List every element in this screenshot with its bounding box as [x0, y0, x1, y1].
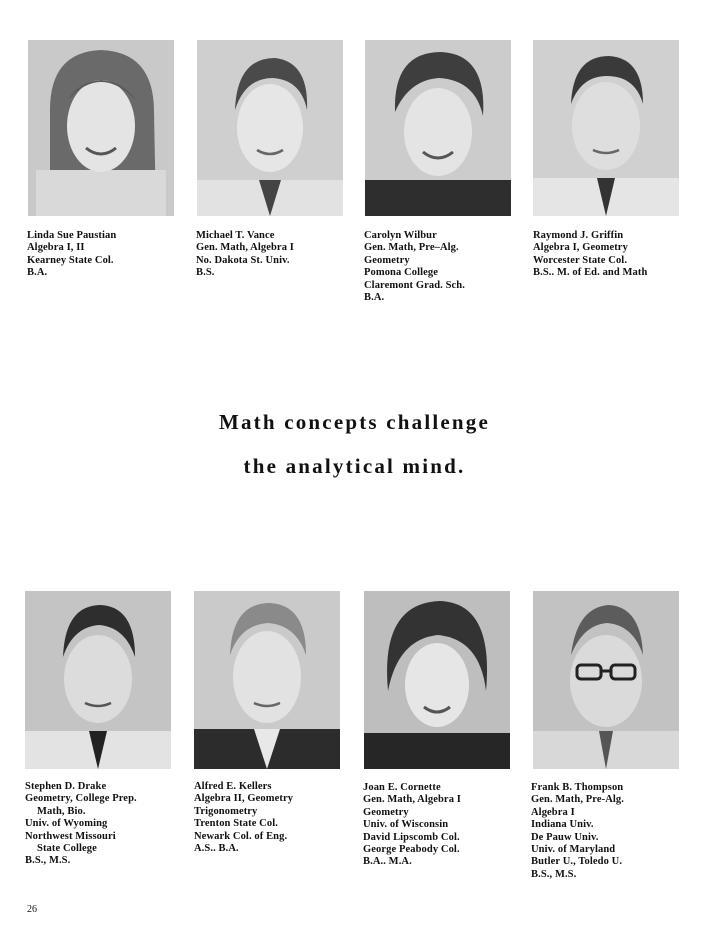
- teacher-school: Trenton State Col.: [194, 818, 278, 830]
- teacher-caption-cornette: [363, 782, 523, 869]
- teacher-school: State College: [37, 843, 97, 855]
- teacher-caption-paustian: [27, 230, 187, 280]
- teacher-school: Butler U., Toledo U.: [531, 856, 623, 868]
- teacher-name: Joan E. Cornette: [363, 782, 441, 793]
- teacher-degree: B.A.: [364, 292, 385, 304]
- portrait-photo-thompson: [533, 591, 679, 769]
- teacher-subjects: Algebra I, II: [27, 242, 85, 254]
- teacher-school: Northwest Missouri: [25, 830, 116, 842]
- teacher-school: Kearney State Col.: [27, 254, 114, 266]
- headline-line-1: Math concepts challenge: [218, 410, 491, 434]
- teacher-degree: A.S.. B.A.: [194, 843, 239, 855]
- teacher-degree: B.S., M.S.: [531, 868, 577, 880]
- teacher-subjects: Gen. Math, Pre-Alg.: [531, 794, 624, 806]
- page-number: 26: [27, 904, 37, 915]
- teacher-name: Frank B. Thompson: [531, 782, 624, 793]
- teacher-school: George Peabody Col.: [363, 844, 460, 856]
- teacher-degree: B.S., M.S.: [25, 855, 71, 867]
- teacher-school: Claremont Grad. Sch.: [364, 279, 465, 291]
- portrait-photo-cornette: [364, 591, 510, 769]
- teacher-school: Indiana Univ.: [531, 819, 594, 831]
- teacher-subjects: Math, Bio.: [37, 805, 86, 817]
- teacher-school: Univ. of Wisconsin: [363, 819, 449, 831]
- teacher-school: Worcester State Col.: [533, 254, 628, 266]
- teacher-name: Stephen D. Drake: [25, 781, 107, 792]
- teacher-name: Raymond J. Griffin: [533, 230, 624, 241]
- teacher-subjects: Geometry: [364, 254, 410, 266]
- teacher-subjects: Gen. Math, Algebra I: [363, 794, 461, 806]
- teacher-degree: B.A.. M.A.: [363, 856, 412, 868]
- teacher-degree: B.S.. M. of Ed. and Math: [533, 267, 648, 279]
- portrait-photo-griffin: [533, 40, 679, 216]
- teacher-school: Pomona College: [364, 267, 439, 279]
- teacher-school: No. Dakota St. Univ.: [196, 254, 290, 266]
- teacher-name: Linda Sue Paustian: [27, 230, 117, 241]
- teacher-caption-thompson: [531, 782, 691, 881]
- teacher-name: Alfred E. Kellers: [194, 781, 272, 792]
- teacher-school: David Lipscomb Col.: [363, 831, 460, 843]
- teacher-school: Univ. of Wyoming: [25, 818, 108, 830]
- teacher-subjects: Gen. Math, Pre–Alg.: [364, 242, 459, 254]
- teacher-school: Univ. of Maryland: [531, 844, 616, 856]
- teacher-school: De Pauw Univ.: [531, 831, 599, 843]
- teacher-subjects: Geometry: [363, 806, 409, 818]
- portrait-photo-drake: [25, 591, 171, 769]
- headline-line-2: the analytical mind.: [243, 454, 466, 478]
- teacher-caption-vance: [196, 230, 356, 280]
- teacher-caption-griffin: [533, 230, 693, 280]
- portrait-photo-wilbur: [365, 40, 511, 216]
- teacher-subjects: Gen. Math, Algebra I: [196, 242, 294, 254]
- teacher-subjects: Algebra II, Geometry: [194, 793, 294, 805]
- teacher-school: Newark Col. of Eng.: [194, 830, 288, 842]
- teacher-caption-kellers: [194, 781, 354, 855]
- teacher-degree: B.S.: [196, 267, 215, 279]
- teacher-subjects: Geometry, College Prep.: [25, 793, 137, 805]
- teacher-caption-wilbur: [364, 230, 524, 304]
- teacher-degree: B.A.: [27, 267, 48, 279]
- teacher-name: Carolyn Wilbur: [364, 230, 437, 241]
- portrait-photo-kellers: [194, 591, 340, 769]
- teacher-subjects: Algebra I, Geometry: [533, 242, 628, 254]
- teacher-subjects: Algebra I: [531, 806, 575, 818]
- portrait-photo-paustian: [28, 40, 174, 216]
- teacher-name: Michael T. Vance: [196, 230, 275, 241]
- portrait-photo-vance: [197, 40, 343, 216]
- teacher-caption-drake: [25, 781, 185, 868]
- teacher-subjects: Trigonometry: [194, 805, 258, 817]
